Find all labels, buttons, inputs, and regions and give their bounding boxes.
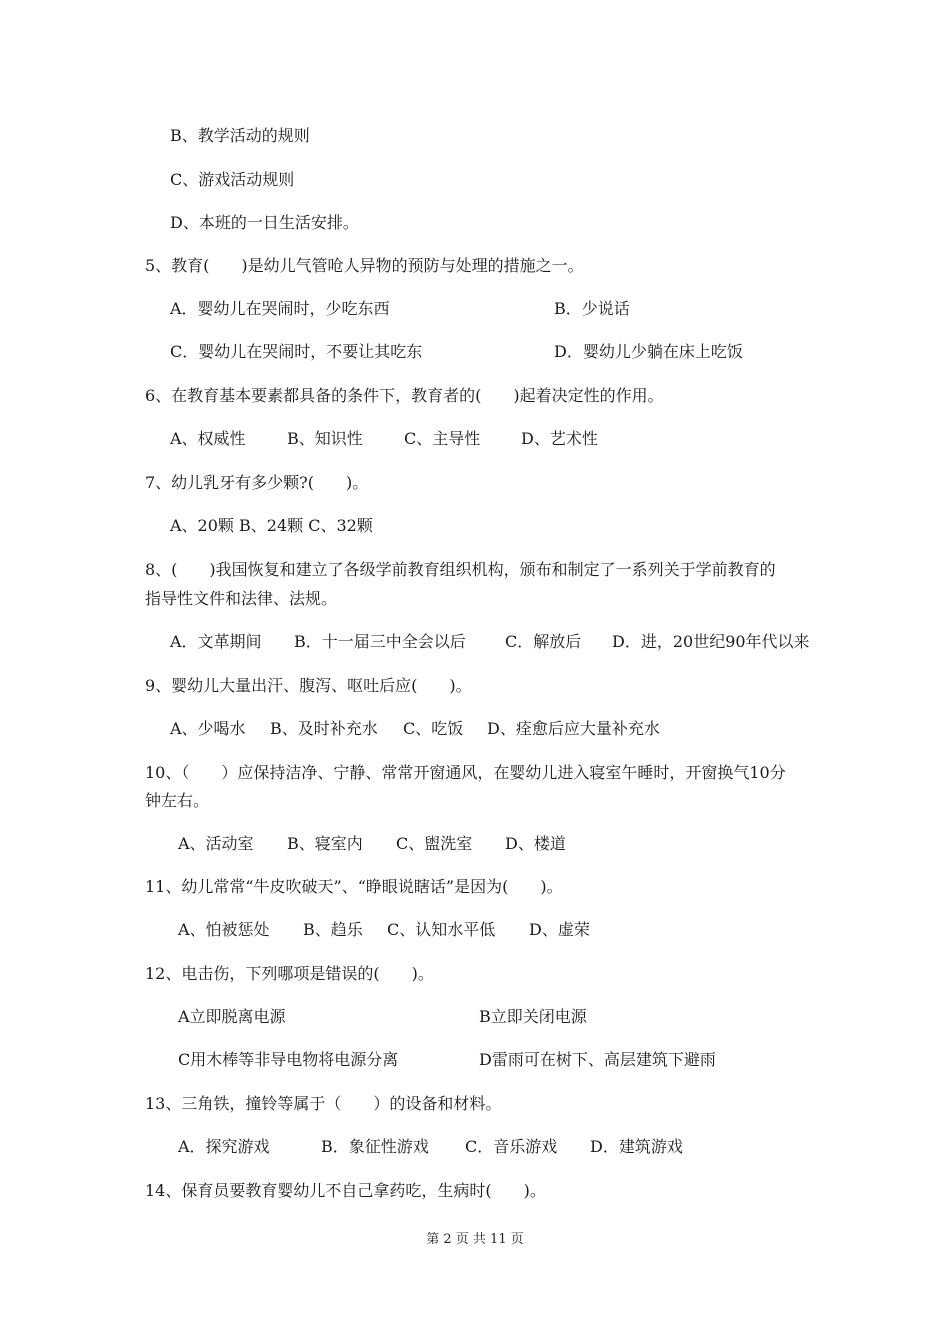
q10-option-d: D、楼道: [505, 834, 566, 853]
q9-option-a: A、少喝水: [170, 719, 246, 738]
q13-option-a: A．探究游戏: [178, 1137, 270, 1156]
q12-option-b: B立即关闭电源: [479, 1007, 587, 1026]
q11-option-c: C、认知水平低: [387, 920, 496, 939]
q12-option-c: C用木棒等非导电物将电源分离: [178, 1050, 399, 1069]
q4-option-b: B、教学活动的规则: [170, 126, 310, 145]
q11-option-a: A、怕被惩处: [178, 920, 270, 939]
q9-stem: 9、婴幼儿大量出汗、腹泻、呕吐后应( )。: [145, 676, 472, 695]
q8-option-d: D．进，20世纪90年代以来: [612, 632, 810, 651]
q8-stem-line1: 8、( )我国恢复和建立了各级学前教育组织机构，颁布和制定了一系列关于学前教育的: [145, 560, 776, 579]
q6-option-b: B、知识性: [287, 429, 363, 448]
q12-option-d: D雷雨可在树下、高层建筑下避雨: [479, 1050, 716, 1069]
q11-stem: 11、幼儿常常“牛皮吹破天”、“睁眼说瞎话”是因为( )。: [145, 877, 563, 896]
q9-option-c: C、吃饭: [403, 719, 464, 738]
q13-option-b: B．象征性游戏: [321, 1137, 429, 1156]
q12-stem: 12、电击伤，下列哪项是错误的( )。: [145, 964, 434, 983]
q13-stem: 13、三角铁，撞铃等属于（ ）的设备和材料。: [145, 1094, 502, 1113]
q4-option-c: C、游戏活动规则: [170, 170, 295, 189]
q11-option-b: B、趋乐: [303, 920, 363, 939]
q6-stem: 6、在教育基本要素都具备的条件下，教育者的( )起着决定性的作用。: [145, 386, 664, 405]
q8-option-b: B．十一届三中全会以后: [294, 632, 466, 651]
q6-option-a: A、权威性: [170, 429, 246, 448]
q8-option-a: A．文革期间: [170, 632, 262, 651]
q14-stem: 14、保育员要教育婴幼儿不自己拿药吃，生病时( )。: [145, 1181, 546, 1200]
q4-option-d: D、本班的一日生活安排。: [170, 213, 359, 232]
q5-option-a: A．婴幼儿在哭闹时，少吃东西: [170, 299, 390, 318]
q5-option-c: C．婴幼儿在哭闹时，不要让其吃东: [170, 342, 423, 361]
q8-option-c: C．解放后: [505, 632, 582, 651]
q7-stem: 7、幼儿乳牙有多少颗?( )。: [145, 473, 369, 492]
q9-option-b: B、及时补充水: [270, 719, 378, 738]
q11-option-d: D、虚荣: [529, 920, 590, 939]
q5-stem: 5、教育( )是幼儿气管呛人异物的预防与处理的措施之一。: [145, 256, 584, 275]
page-number: 第 2 页 共 11 页: [426, 1232, 524, 1247]
q6-option-c: C、主导性: [404, 429, 481, 448]
q5-option-d: D．婴幼儿少躺在床上吃饭: [554, 342, 743, 361]
q10-option-c: C、盥洗室: [396, 834, 473, 853]
q13-option-d: D．建筑游戏: [590, 1137, 683, 1156]
q10-stem-line1: 10、（ ）应保持洁净、宁静、常常开窗通风，在婴幼儿进入寝室午睡时，开窗换气10分: [145, 763, 786, 782]
q5-option-b: B．少说话: [554, 299, 630, 318]
q10-option-b: B、寝室内: [287, 834, 363, 853]
q10-option-a: A、活动室: [178, 834, 254, 853]
q9-option-d: D、痊愈后应大量补充水: [487, 719, 660, 738]
q6-option-d: D、艺术性: [521, 429, 598, 448]
q13-option-c: C．音乐游戏: [465, 1137, 558, 1156]
q12-option-a: A立即脱离电源: [178, 1007, 286, 1026]
q8-stem-line2: 指导性文件和法律、法规。: [145, 589, 338, 608]
q7-options: A、20颗 B、24颗 C、32颗: [170, 516, 373, 535]
q10-stem-line2: 钟左右。: [145, 791, 210, 810]
